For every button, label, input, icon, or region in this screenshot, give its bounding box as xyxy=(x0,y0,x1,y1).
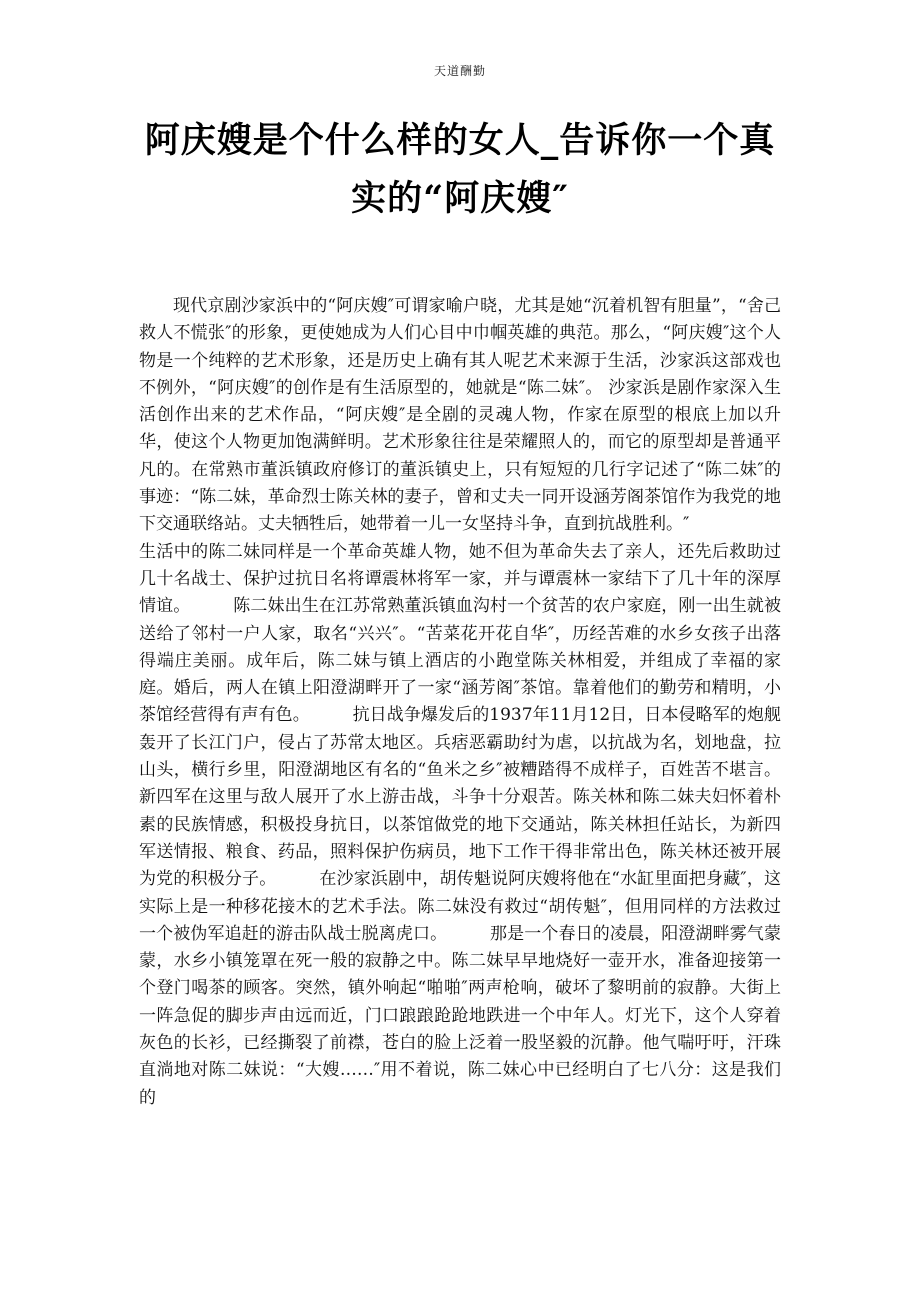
paragraph-2: 生活中的陈二妹同样是一个革命英雄人物，她不但为革命失去了亲人，还先后救助过几十名战士、保护过抗日名将谭震林将军一家，并与谭震林一家结下了几十年的深厚情谊。 陈二妹出生在江苏常熟董浜镇血沟村一个贫苦的农户家庭，刚一出生就被送给了邻村一户人家，取名“兴兴″。“苦菜花开花自华″，历经苦难的水乡女孩子出落得端庄美丽。成年后，陈二妹与镇上酒店的小跑堂陈关林相爱，并组成了幸福的家庭。婚后，两人在镇上阳澄湖畔开了一家“涵芳阁″茶馆。靠着他们的勤劳和精明，小茶馆经营得有声有色。 抗日战争爆发后的1937年11月12日，日本侵略军的炮舰轰开了长江门户，侵占了苏常太地区。兵痞恶霸助纣为虐，以抗战为名，划地盘，拉山头，横行乡里，阳澄湖地区有名的“鱼米之乡″被糟踏得不成样子，百姓苦不堪言。新四军在这里与敌人展开了水上游击战，斗争十分艰苦。陈关林和陈二妹夫妇怀着朴素的民族情感，积极投身抗日，以茶馆做党的地下交通站，陈关林担任站长，为新四军送情报、粮食、药品，照料保护伤病员，地下工作干得非常出色，陈关林还被开展为党的积极分子。 在沙家浜剧中，胡传魁说阿庆嫂将他在“水缸里面把身藏″，这实际上是一种移花接木的艺术手法。陈二妹没有救过“胡传魁″，但用同样的方法救过一个被伪军追赶的游击队战士脱离虎口。 那是一个春日的凌晨，阳澄湖畔雾气蒙蒙，水乡小镇笼罩在死一般的寂静之中。陈二妹早早地烧好一壶开水，准备迎接第一个登门喝茶的顾客。突然，镇外响起“啪啪″两声枪响，破坏了黎明前的寂静。大街上一阵急促的脚步声由远而近，门口踉踉跄跄地跌进一个中年人。灯光下，这个人穿着灰色的长衫，已经撕裂了前襟，苍白的脸上泛着一股坚毅的沉静。他气喘吁吁，汗珠直淌地对陈二妹说：“大嫂……″用不着说，陈二妹心中已经明白了七八分：这是我们的 xyxy=(139,541,781,1108)
paragraph-1: 现代京剧沙家浜中的“阿庆嫂″可谓家喻户晓，尤其是她“沉着机智有胆量”，“舍己救人不慌张″的形象，更使她成为人们心目中巾帼英雄的典范。那么，“阿庆嫂″这个人物是一个纯粹的艺术形象，还是历史上确有其人呢艺术来源于生活，沙家浜这部戏也不例外，“阿庆嫂″的创作是有生活原型的，她就是“陈二妹″。 沙家浜是剧作家深入生活创作出来的艺术作品，“阿庆嫂″是全剧的灵魂人物，作家在原型的根底上加以升华，使这个人物更加饱满鲜明。艺术形象往往是荣耀照人的，而它的原型却是普通平凡的。在常熟市董浜镇政府修订的董浜镇史上，只有短短的几行字记述了“陈二妹″的事迹：“陈二妹，革命烈士陈关林的妻子，曾和丈夫一同开设涵芳阁茶馆作为我党的地下交通联络站。丈夫牺牲后，她带着一儿一女坚持斗争，直到抗战胜利。″ xyxy=(139,296,781,535)
document-title: 阿庆嫂是个什么样的女人_告诉你一个真实的“阿庆嫂″ xyxy=(144,120,776,219)
document-body xyxy=(139,293,781,1112)
page-header: 天道酬勤 xyxy=(433,64,486,78)
